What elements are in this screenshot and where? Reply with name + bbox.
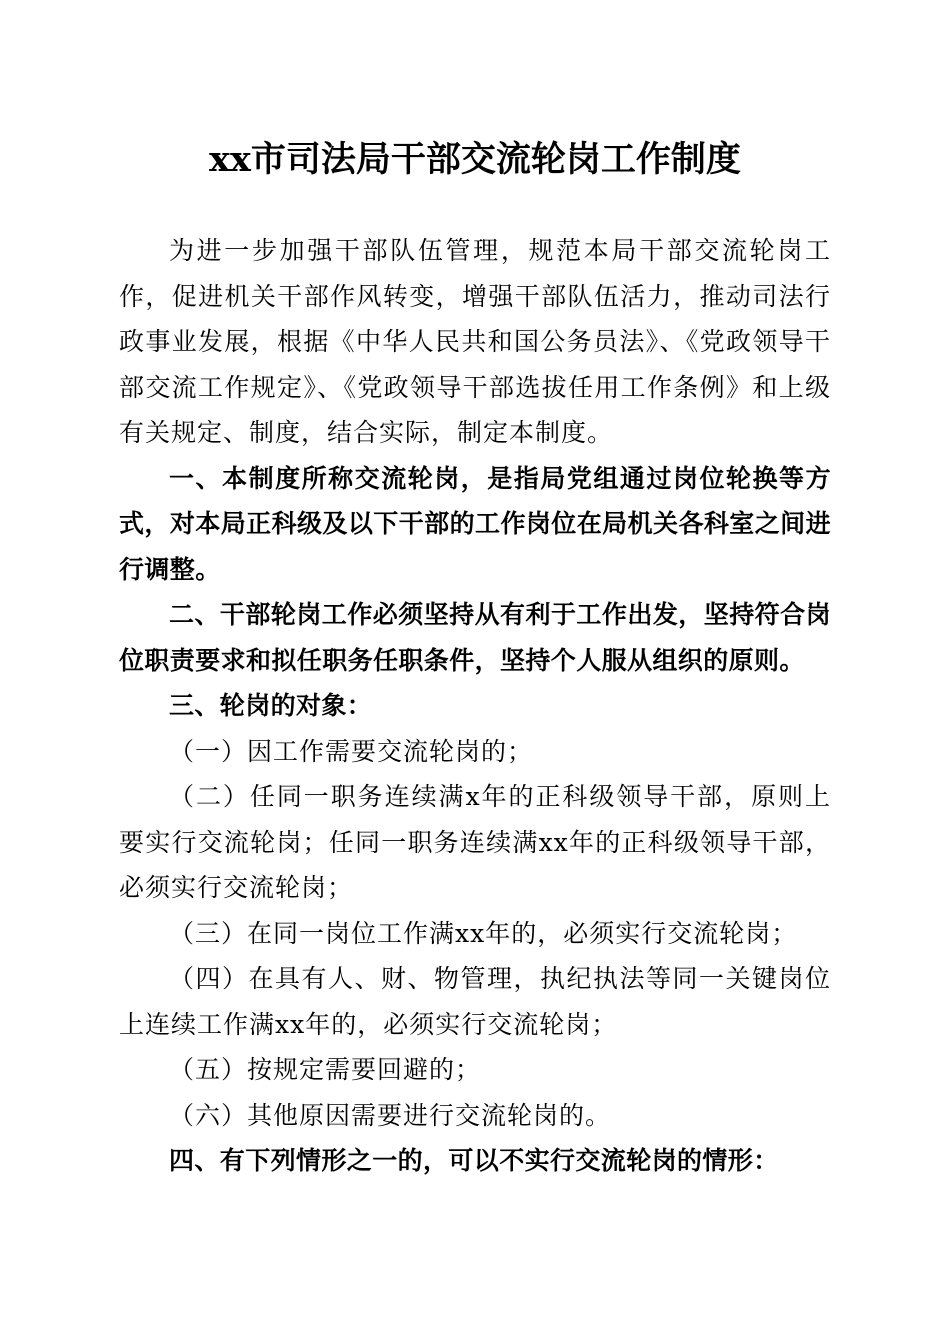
article-3-item-5: （五）按规定需要回避的； (169, 1055, 482, 1084)
article-3-item-1: （一）因工作需要交流轮岗的； (169, 736, 534, 766)
document-body (119, 228, 831, 1184)
article-3-item-4: （四）在具有人、财、物管理，执纪执法等同一关键岗位上连续工作满xx年的，必须实行交流轮岗； (119, 964, 831, 1039)
article-4-heading: 四、有下列情形之一的，可以不实行交流轮岗的情形： (169, 1146, 779, 1175)
article-3-item-3: （三）在同一岗位工作满xx年的，必须实行交流轮岗； (169, 918, 798, 948)
article-2-paragraph: 二、干部轮岗工作必须坚持从有利于工作出发，坚持符合岗位职责要求和拟任职务任职条件，坚持个人服从组织的原则。 (119, 600, 831, 675)
intro-paragraph: 为进一步加强干部队伍管理，规范本局干部交流轮岗工作，促进机关干部作风转变，增强干部队伍活力，推动司法行政事业发展，根据《中华人民共和国公务员法》、《党政领导干部交流工作规定》、《党政领导干部选拔任用工作条例》和上级有关规定、制度，结合实际，制定本制度。 (119, 236, 831, 447)
article-3-item-2: （二）任同一职务连续满x年的正科级领导干部，原则上要实行交流轮岗；任同一职务连续满xx年的正科级领导干部，必须实行交流轮岗； (119, 782, 831, 902)
document-title: xx市司法局干部交流轮岗工作制度 (209, 139, 741, 180)
article-3-heading: 三、轮岗的对象： (169, 691, 373, 720)
article-3-item-6: （六）其他原因需要进行交流轮岗的。 (169, 1100, 612, 1130)
article-1-paragraph: 一、本制度所称交流轮岗，是指局党组通过岗位轮换等方式，对本局正科级及以下干部的工作岗位在局机关各科室之间进行调整。 (119, 463, 831, 584)
